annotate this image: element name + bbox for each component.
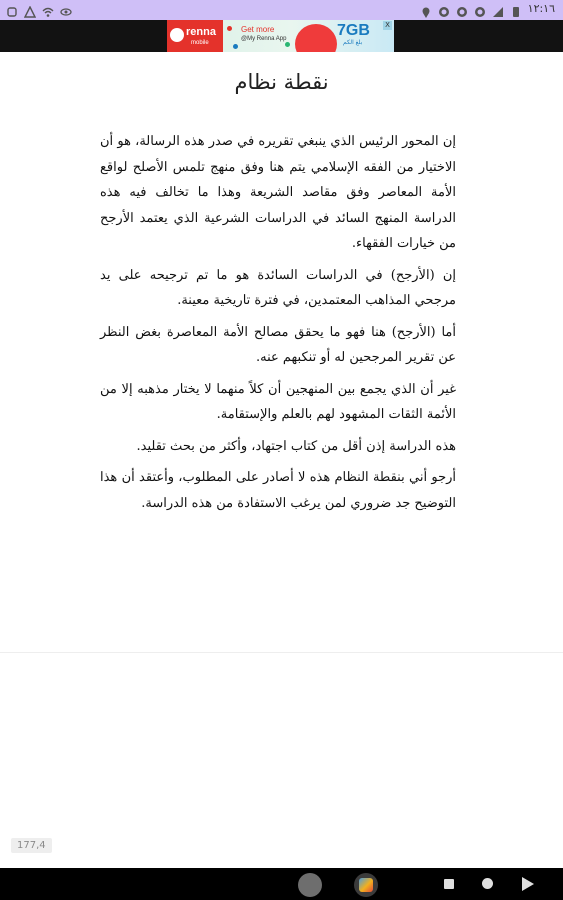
ad-brand-logo	[167, 20, 223, 52]
ad-headline: Get more	[241, 25, 275, 34]
wifi-icon	[42, 3, 54, 15]
paragraph: إن (الأرجح) في الدراسات السائدة هو ما تم ترجيحه على يد مرجحي المذاهب المعتمدين، في فترة تاريخية معينة.	[100, 267, 456, 308]
ad-offer: 7GB	[337, 22, 370, 39]
ad-graphic	[295, 24, 337, 52]
ad-close-button[interactable]: X	[383, 21, 392, 30]
document-body	[100, 129, 456, 522]
ad-decoration	[227, 26, 232, 31]
paragraph: غير أن الذي يجمع بين المنهجين أن كلاً منهما لا يختار مذهبه إلا من الأئمة الثقات المشهود لهم بالعلم والإستقامة.	[100, 381, 456, 422]
warning-icon	[24, 3, 36, 15]
back-icon[interactable]	[522, 877, 534, 891]
ad-decoration	[285, 42, 290, 47]
app-shortcut-glyph	[359, 878, 373, 892]
notification-dot-icon	[474, 3, 486, 15]
paragraph: هذه الدراسة إذن أقل من كتاب اجتهاد، وأكثر من بحث تقليد.	[136, 438, 456, 454]
app-shortcut-icon[interactable]	[298, 873, 322, 897]
status-right-icons	[420, 2, 555, 15]
signal-icon	[492, 3, 504, 15]
ad-banner[interactable]	[167, 20, 394, 52]
ad-subline: @My Renna App	[241, 36, 287, 42]
page-divider	[0, 652, 563, 653]
navigation-bar	[0, 868, 563, 900]
paragraph: أرجو أني بنقطة النظام هذه لا أصادر على المطلوب، وأعتقد أن هذا التوضيح جد ضروري لمن يرغب الاستفادة من هذه الدراسة.	[100, 470, 456, 511]
status-left-icons	[6, 3, 72, 15]
home-icon[interactable]	[482, 878, 493, 889]
ad-decoration	[233, 44, 238, 49]
battery-icon	[510, 3, 522, 15]
recents-icon[interactable]	[444, 879, 454, 889]
notification-icon	[6, 3, 18, 15]
notification-dot-icon	[456, 3, 468, 15]
view-icon	[60, 3, 72, 15]
ad-brand-sub: mobile	[191, 40, 209, 46]
page-indicator[interactable]: 177,4	[11, 838, 52, 853]
paragraph: إن المحور الرئيس الذي ينبغي تقريره في صدر هذه الرسالة، هو أن الاختيار من الفقه الإسلامي يتم هنا وفق منهج تلمس الأصلح لواقع الأمة المعاصر وفق مقاصد الشريعة وهذا ما تخالف فيه هذه الدراسة المنهج السائد في الدراسات الشرعية الذي يعتمد الأرجح من خيارات الفقهاء.	[100, 134, 456, 251]
ad-offer-sub: بلغ الكم	[343, 40, 363, 46]
ad-brand-name: renna	[186, 26, 216, 38]
document-title: نقطة نظام	[234, 70, 329, 94]
status-time: ١٢:١٦	[527, 2, 555, 15]
app-shortcut-icon[interactable]	[354, 873, 378, 897]
status-bar	[0, 0, 563, 20]
location-icon	[420, 3, 432, 15]
notification-dot-icon	[438, 3, 450, 15]
paragraph: أما (الأرجح) هنا فهو ما يحقق مصالح الأمة المعاصرة بغض النظر عن تقرير المرجحين له أو تنكبهم عنه.	[100, 324, 456, 365]
ad-logo-mark	[170, 28, 184, 42]
